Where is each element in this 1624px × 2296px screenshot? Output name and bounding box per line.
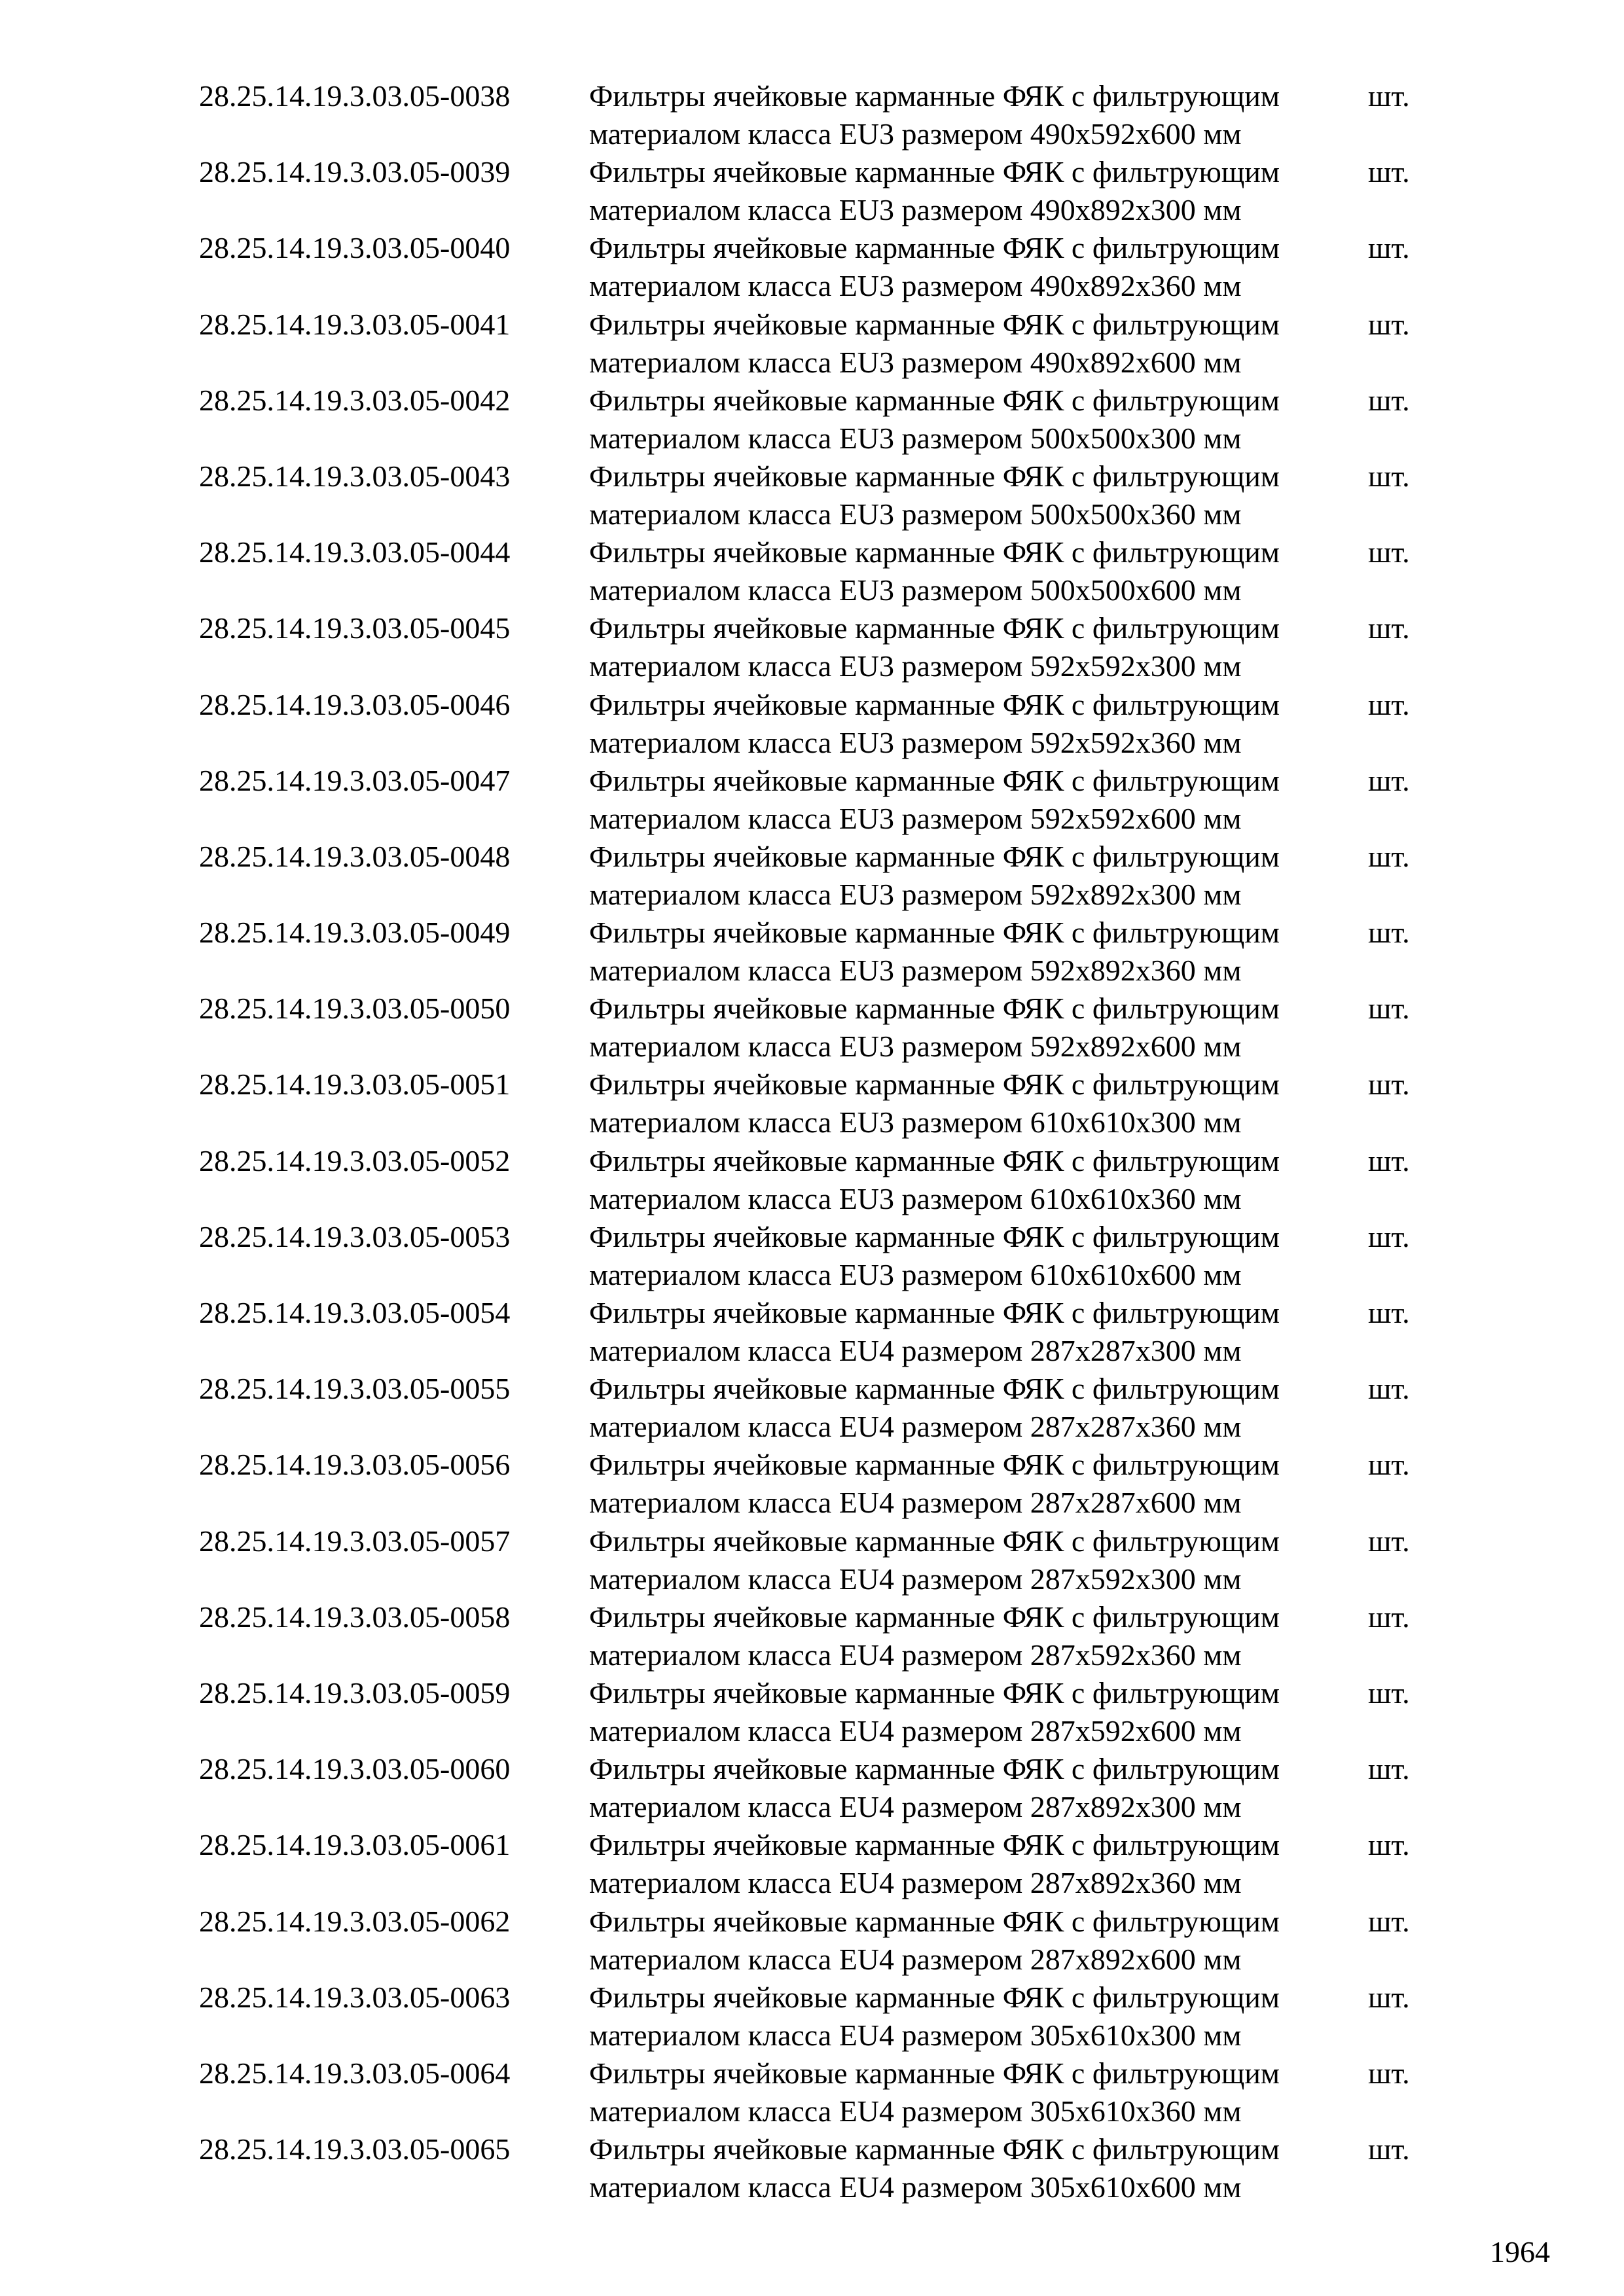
item-code: 28.25.14.19.3.03.05-0038 [199,79,511,113]
table-row [199,609,1443,685]
item-description-line1: Фильтры ячейковые карманные ФЯК с фильтрующим [589,687,1280,721]
item-description-line1: Фильтры ячейковые карманные ФЯК с фильтрующим [589,459,1280,493]
table-row [199,382,1443,457]
table-row [199,1446,1443,1522]
item-unit: шт. [1368,1600,1410,1634]
table-row [199,990,1443,1066]
item-description-line2: материалом класса EU4 размером 287х892х360 мм [589,1866,1242,1900]
item-code: 28.25.14.19.3.03.05-0050 [199,992,511,1026]
table-row [199,533,1443,609]
page-number: 1964 [1490,2235,1550,2269]
item-description-line1: Фильтры ячейковые карманные ФЯК с фильтрующим [589,1219,1280,1253]
item-unit: шт. [1368,2132,1410,2166]
item-description-line1: Фильтры ячейковые карманные ФЯК с фильтрующим [589,307,1280,341]
item-unit: шт. [1368,839,1410,873]
table-row [199,1674,1443,1750]
item-description-line2: материалом класса EU3 размером 592х592х360 мм [589,725,1242,759]
item-description-line2: материалом класса EU4 размером 305х610х600 мм [589,2170,1242,2204]
item-unit: шт. [1368,1676,1410,1710]
item-unit: шт. [1368,1143,1410,1177]
item-description-line1: Фильтры ячейковые карманные ФЯК с фильтрующим [589,1828,1280,1862]
item-unit: шт. [1368,1372,1410,1406]
item-description-line1: Фильтры ячейковые карманные ФЯК с фильтрующим [589,2132,1280,2166]
table-row [199,1826,1443,1902]
item-unit: шт. [1368,1828,1410,1862]
item-description-line1: Фильтры ячейковые карманные ФЯК с фильтрующим [589,2056,1280,2090]
item-unit: шт. [1368,1296,1410,1329]
table-row [199,1294,1443,1370]
item-description-line2: материалом класса EU4 размером 305х610х300 мм [589,2018,1242,2052]
item-code: 28.25.14.19.3.03.05-0044 [199,535,511,569]
item-code: 28.25.14.19.3.03.05-0047 [199,763,511,797]
item-unit: шт. [1368,611,1410,645]
table-row [199,1522,1443,1598]
item-code: 28.25.14.19.3.03.05-0060 [199,1752,511,1786]
item-code: 28.25.14.19.3.03.05-0055 [199,1372,511,1406]
item-description-line2: материалом класса EU3 размером 610х610х360 мм [589,1181,1242,1215]
item-description-line2: материалом класса EU4 размером 305х610х360 мм [589,2094,1242,2128]
item-unit: шт. [1368,79,1410,113]
item-description-line1: Фильтры ячейковые карманные ФЯК с фильтрующим [589,1296,1280,1329]
item-unit: шт. [1368,383,1410,417]
item-unit: шт. [1368,916,1410,950]
item-description-line1: Фильтры ячейковые карманные ФЯК с фильтрующим [589,1067,1280,1102]
item-description-line2: материалом класса EU3 размером 592х892х600 мм [589,1030,1242,1064]
item-description-line2: материалом класса EU4 размером 287х287х300 мм [589,1334,1242,1367]
item-unit: шт. [1368,687,1410,721]
item-description-line1: Фильтры ячейковые карманные ФЯК с фильтрующим [589,1448,1280,1482]
item-description-line2: материалом класса EU3 размером 500х500х300 мм [589,421,1242,455]
item-unit: шт. [1368,155,1410,189]
item-description-line2: материалом класса EU3 размером 490х892х300 мм [589,193,1242,227]
item-description-line2: материалом класса EU4 размером 287х592х300 мм [589,1562,1242,1596]
item-description-line1: Фильтры ячейковые карманные ФЯК с фильтрующим [589,1904,1280,1938]
item-code: 28.25.14.19.3.03.05-0049 [199,916,511,950]
item-code: 28.25.14.19.3.03.05-0052 [199,1143,511,1177]
table-row [199,229,1443,305]
item-description-line2: материалом класса EU3 размером 500х500х360 мм [589,497,1242,531]
table-row [199,2130,1443,2206]
item-unit: шт. [1368,459,1410,493]
item-description-line1: Фильтры ячейковые карманные ФЯК с фильтрующим [589,1752,1280,1786]
item-unit: шт. [1368,2056,1410,2090]
table-row [199,77,1443,153]
item-description-line1: Фильтры ячейковые карманные ФЯК с фильтрующим [589,763,1280,797]
item-description-line2: материалом класса EU4 размером 287х892х300 мм [589,1790,1242,1824]
item-description-line1: Фильтры ячейковые карманные ФЯК с фильтрующим [589,1676,1280,1710]
item-description-line1: Фильтры ячейковые карманные ФЯК с фильтрующим [589,383,1280,417]
item-description-line2: материалом класса EU3 размером 592х892х300 мм [589,877,1242,911]
item-description-line2: материалом класса EU4 размером 287х592х360 мм [589,1638,1242,1672]
item-unit: шт. [1368,1980,1410,2014]
item-description-line2: материалом класса EU3 размером 592х592х600 мм [589,801,1242,835]
item-code: 28.25.14.19.3.03.05-0057 [199,1524,511,1558]
item-code: 28.25.14.19.3.03.05-0059 [199,1676,511,1710]
item-code: 28.25.14.19.3.03.05-0064 [199,2056,511,2090]
table-row [199,1142,1443,1218]
item-unit: шт. [1368,307,1410,341]
table-row [199,306,1443,382]
table-row [199,686,1443,762]
table-row [199,1979,1443,2054]
item-description-line2: материалом класса EU4 размером 287х287х360 мм [589,1410,1242,1444]
item-description-line2: материалом класса EU3 размером 592х592х300 мм [589,649,1242,683]
item-unit: шт. [1368,231,1410,265]
item-description-line2: материалом класса EU3 размером 490х592х600 мм [589,117,1242,151]
item-description-line1: Фильтры ячейковые карманные ФЯК с фильтрующим [589,1524,1280,1558]
item-unit: шт. [1368,1752,1410,1786]
item-code: 28.25.14.19.3.03.05-0043 [199,459,511,493]
item-code: 28.25.14.19.3.03.05-0042 [199,383,511,417]
table-row [199,1750,1443,1826]
item-code: 28.25.14.19.3.03.05-0058 [199,1600,511,1634]
item-unit: шт. [1368,1524,1410,1558]
table-row [199,1370,1443,1446]
item-code: 28.25.14.19.3.03.05-0061 [199,1828,511,1862]
item-description-line2: материалом класса EU3 размером 592х892х360 мм [589,954,1242,988]
item-code: 28.25.14.19.3.03.05-0053 [199,1219,511,1253]
item-code: 28.25.14.19.3.03.05-0041 [199,307,511,341]
item-description-line2: материалом класса EU4 размером 287х892х600 мм [589,1942,1242,1976]
item-description-line1: Фильтры ячейковые карманные ФЯК с фильтрующим [589,839,1280,873]
item-code: 28.25.14.19.3.03.05-0051 [199,1067,511,1102]
item-description-line2: материалом класса EU4 размером 287х592х600 мм [589,1713,1242,1748]
item-description-line1: Фильтры ячейковые карманные ФЯК с фильтрующим [589,916,1280,950]
table-row [199,1903,1443,1979]
price-table [199,77,1443,2206]
item-code: 28.25.14.19.3.03.05-0056 [199,1448,511,1482]
table-row [199,153,1443,229]
item-code: 28.25.14.19.3.03.05-0045 [199,611,511,645]
item-code: 28.25.14.19.3.03.05-0062 [199,1904,511,1938]
table-row [199,914,1443,990]
item-unit: шт. [1368,1067,1410,1102]
item-code: 28.25.14.19.3.03.05-0048 [199,839,511,873]
item-unit: шт. [1368,1448,1410,1482]
table-row [199,762,1443,838]
table-row [199,1066,1443,1141]
item-description-line1: Фильтры ячейковые карманные ФЯК с фильтрующим [589,1600,1280,1634]
item-description-line2: материалом класса EU4 размером 287х287х600 мм [589,1486,1242,1520]
table-row [199,838,1443,914]
item-unit: шт. [1368,992,1410,1026]
item-description-line1: Фильтры ячейковые карманные ФЯК с фильтрующим [589,155,1280,189]
item-description-line1: Фильтры ячейковые карманные ФЯК с фильтрующим [589,535,1280,569]
item-description-line1: Фильтры ячейковые карманные ФЯК с фильтрующим [589,1372,1280,1406]
item-unit: шт. [1368,763,1410,797]
item-code: 28.25.14.19.3.03.05-0039 [199,155,511,189]
table-row [199,1218,1443,1294]
item-code: 28.25.14.19.3.03.05-0065 [199,2132,511,2166]
item-description-line2: материалом класса EU3 размером 490х892х600 мм [589,345,1242,379]
item-code: 28.25.14.19.3.03.05-0054 [199,1296,511,1329]
table-row [199,2054,1443,2130]
item-code: 28.25.14.19.3.03.05-0040 [199,231,511,265]
item-description-line1: Фильтры ячейковые карманные ФЯК с фильтрующим [589,611,1280,645]
table-row [199,1598,1443,1674]
item-unit: шт. [1368,535,1410,569]
item-description-line1: Фильтры ячейковые карманные ФЯК с фильтрующим [589,231,1280,265]
item-unit: шт. [1368,1219,1410,1253]
item-description-line1: Фильтры ячейковые карманные ФЯК с фильтрующим [589,1980,1280,2014]
table-row [199,457,1443,533]
item-unit: шт. [1368,1904,1410,1938]
item-description-line1: Фильтры ячейковые карманные ФЯК с фильтрующим [589,79,1280,113]
item-code: 28.25.14.19.3.03.05-0063 [199,1980,511,2014]
item-description-line2: материалом класса EU3 размером 610х610х600 мм [589,1257,1242,1291]
item-code: 28.25.14.19.3.03.05-0046 [199,687,511,721]
item-description-line2: материалом класса EU3 размером 610х610х300 мм [589,1105,1242,1139]
item-description-line2: материалом класса EU3 размером 490х892х360 мм [589,269,1242,303]
item-description-line1: Фильтры ячейковые карманные ФЯК с фильтрующим [589,1143,1280,1177]
item-description-line1: Фильтры ячейковые карманные ФЯК с фильтрующим [589,992,1280,1026]
item-description-line2: материалом класса EU3 размером 500х500х600 мм [589,573,1242,607]
